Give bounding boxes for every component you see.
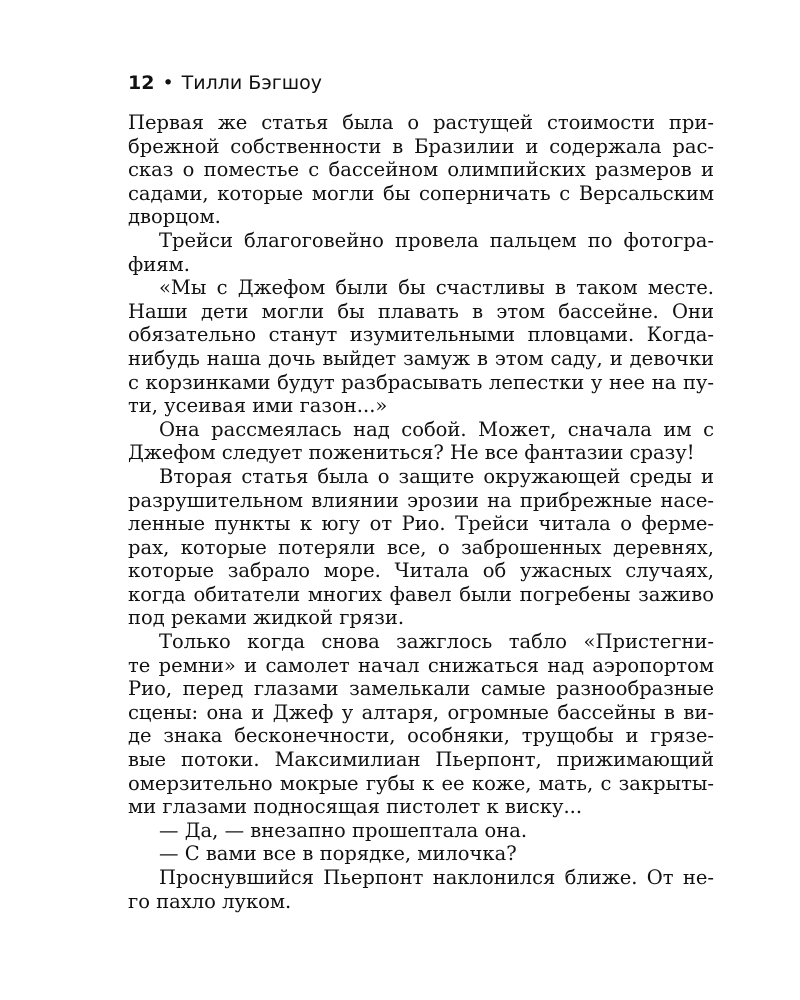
text-line: когда обитатели многих фавел были погребены заживо [128,582,714,606]
text-line: садами, которые могли бы соперничать с Версальским [128,181,714,205]
running-head [128,72,322,94]
text-line: Она рассмеялась над собой. Может, сначала им с [159,417,714,441]
body-text [128,111,714,913]
page-number: 12 [128,72,155,94]
text-line: те ремни» и самолет начал снижаться над аэропортом [128,653,714,677]
text-line: под реками жидкой грязи. [128,606,405,630]
text-line: фиям. [128,252,190,276]
text-line: Трейси благоговейно провела пальцем по фотогра- [159,228,714,252]
text-line: обязательно станут изумительными пловцами. Когда- [128,323,714,347]
text-line: Наши дети могли бы плавать в этом бассейне. Они [128,299,714,323]
text-line: рах, которые потеряли все, о заброшенных деревнях, [128,535,714,559]
text-line: разрушительном влиянии эрозии на прибрежные насе- [128,488,714,512]
text-line: которые забрало море. Читала об ужасных случаях, [128,559,714,583]
text-line: ленные пункты к югу от Рио. Трейси читала о ферме- [128,512,714,536]
text-line: с корзинками будут разбрасывать лепестки у нее на пу- [128,370,714,394]
text-line: дворцом. [128,205,221,229]
author-name: Тилли Бэгшоу [181,72,323,94]
text-line: сцены: она и Джеф у алтаря, огромные бассейны в ви- [128,700,714,724]
text-line: де знака бесконечности, особняки, трущобы и грязе- [128,724,714,748]
text-line: сказ о поместье с бассейном олимпийских размеров и [128,158,714,182]
text-line: нибудь наша дочь выйдет замуж в этом саду, и девочки [128,346,714,370]
text-line: — Да, — внезапно прошептала она. [159,818,528,842]
text-line: ми глазами подносящая пистолет к виску... [128,795,583,819]
text-line: го пахло луком. [128,889,292,913]
text-line: Только когда снова зажглось табло «Пристегни- [159,630,714,654]
text-line: Проснувшийся Пьерпонт наклонился ближе. От не- [159,866,714,889]
text-line: Вторая статья была о защите окружающей среды и [159,464,714,488]
text-line: Первая же статья была о растущей стоимости при- [128,111,714,134]
text-line: брежной собственности в Бразилии и содержала рас- [128,134,714,158]
text-line: омерзительно мокрые губы к ее коже, мать, с закрыты- [128,771,714,795]
text-line: «Мы с Джефом были бы счастливы в таком месте. [159,276,714,300]
text-line: вые потоки. Максимилиан Пьерпонт, прижимающий [128,748,714,772]
header-bullet: • [162,72,174,94]
text-line: Джефом следует пожениться? Не все фантазии сразу! [128,441,695,465]
text-line: ти, усеивая ими газон...» [128,394,388,418]
text-line: Рио, перед глазами замелькали самые разнообразные [128,677,714,701]
text-line: — С вами все в порядке, милочка? [159,842,517,866]
